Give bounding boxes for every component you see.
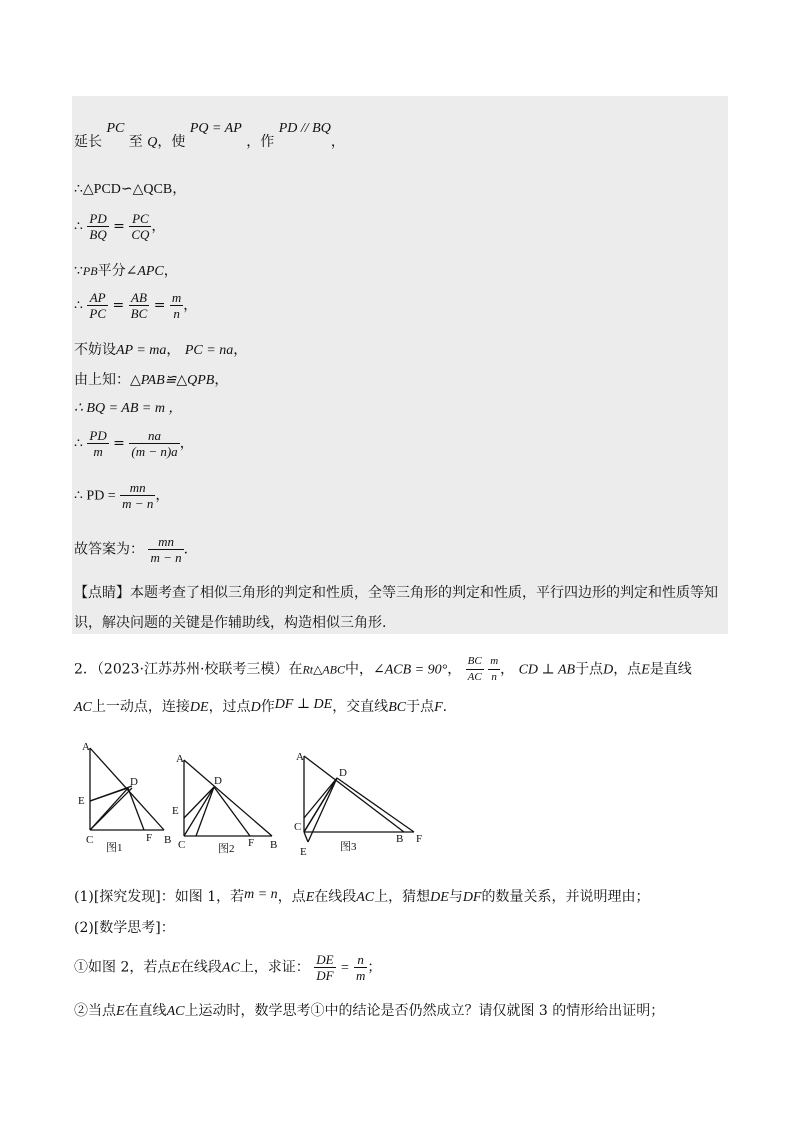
math: PD // BQ — [278, 121, 331, 136]
fraction: $\frac{AB}{BC}$ — [130, 290, 148, 321]
math: PQ = AP — [189, 121, 242, 136]
question-2: (2)[数学思考]： — [74, 920, 175, 936]
label-B: B — [396, 833, 404, 845]
fraction: $\frac{mn}{m - n}$ — [150, 534, 182, 565]
text: ，作 — [246, 134, 275, 150]
label-F: F — [248, 837, 255, 849]
comment-line-1: 【点睛】本题考查了相似三角形的判定和性质，全等三角形的判定和性质，平行四边形的判定和性质等知 — [74, 585, 718, 601]
solution-line-6: 不妨设AP = ma， PC = na， — [74, 342, 248, 358]
fraction: $\frac{m}{n}$ — [490, 655, 499, 683]
label-C: C — [178, 839, 186, 851]
fraction: $\frac{BC}{AC}$ — [467, 655, 482, 683]
fraction: $\frac{DE}{DF}$ — [316, 952, 334, 983]
solution-line-4: ∵PB平分∠APC， — [74, 263, 178, 279]
problem-line-2: AC上一动点，连接DE，过点D作DF ⊥ DE，交直线BC于点F. — [74, 697, 448, 715]
equals: = — [113, 218, 125, 235]
fraction: $\frac{PD}{m}$ — [89, 428, 107, 459]
label-F: F — [146, 832, 153, 844]
therefore: ∴ — [74, 218, 83, 235]
label-A: A — [296, 751, 304, 763]
label-D: D — [339, 767, 347, 779]
label-C: C — [86, 834, 94, 846]
label-D: D — [214, 775, 222, 787]
solution-line-2: ∴△PCD∽△QCB， — [74, 182, 187, 197]
figures — [72, 738, 442, 858]
solution-line-7: 由上知：△PAB≌△QPB， — [74, 372, 229, 388]
fraction: $\frac{mn}{m - n}$ — [122, 480, 154, 511]
caption-fig3: 图3 — [340, 841, 357, 853]
text: ，使 — [157, 134, 186, 150]
fraction: $\frac{PD}{BQ}$ — [89, 211, 107, 242]
label-E: E — [172, 805, 179, 817]
math: Q — [147, 135, 158, 150]
label-F: F — [416, 833, 423, 845]
caption-fig2: 图2 — [218, 843, 235, 855]
fraction: $\frac{m}{n}$ — [171, 290, 182, 321]
solution-line-8: ∴ BQ = AB = m ， — [74, 401, 183, 416]
solution-line-10: ∴ PD = $\frac{mn}{m - n}$ ， — [74, 480, 170, 511]
text: 至 — [128, 134, 143, 150]
label-A: A — [176, 753, 184, 765]
fraction: $\frac{n}{m}$ — [355, 952, 366, 983]
solution-line-3: ∴ $\frac{PD}{BQ}$ = $\frac{PC}{CQ}$ ， — [74, 211, 166, 242]
text: ， — [330, 134, 345, 150]
solution-line-9: ∴ $\frac{PD}{m}$ = $\frac{na}{(m - n)a}$ ， — [74, 428, 194, 459]
solution-line-1 — [74, 121, 345, 152]
label-B: B — [270, 839, 278, 851]
label-E: E — [300, 846, 307, 858]
label-E: E — [78, 795, 85, 807]
solution-line-11: 故答案为： $\frac{mn}{m - n}$ ． — [74, 534, 198, 565]
label-C: C — [294, 821, 302, 833]
question-1: (1)[探究发现]：如图 1，若m = n，点E在线段AC上，猜想DE与DF的数量关系，并说明理由； — [74, 887, 650, 905]
label-B: B — [164, 834, 172, 846]
label-A: A — [82, 741, 90, 753]
comment-line-2: 识，解决问题的关键是作辅助线，构造相似三角形. — [74, 615, 387, 631]
label-D: D — [130, 776, 138, 788]
solution-line-5: ∴ $\frac{AP}{PC}$ = $\frac{AB}{BC}$ = $\frac{m}{n}$ ， — [74, 290, 198, 321]
question-3: ①如图 2，若点E在线段AC上，求证： $\frac{DE}{DF}$ = $\frac{n}{m}$ ； — [74, 952, 382, 983]
fraction: $\frac{AP}{PC}$ — [89, 290, 106, 321]
caption-fig1: 图1 — [106, 842, 123, 854]
math: PC — [106, 121, 125, 136]
question-4: ②当点E在直线AC上运动时，数学思考①中的结论是否仍然成立？请仅就图 3 的情形给出证明； — [74, 1003, 665, 1019]
text: 延长 — [74, 134, 102, 150]
fraction: $\frac{na}{(m - n)a}$ — [131, 428, 178, 459]
fraction: $\frac{PC}{CQ}$ — [131, 211, 150, 242]
problem-line-1: 2．（2023·江苏苏州·校联考三模）在Rt△ABC中，∠ACB = 90°， $\frac{BC}{AC}$ $\frac{m}{n}$ ， CD ⊥ AB于点D，点E是直线 — [74, 655, 692, 683]
